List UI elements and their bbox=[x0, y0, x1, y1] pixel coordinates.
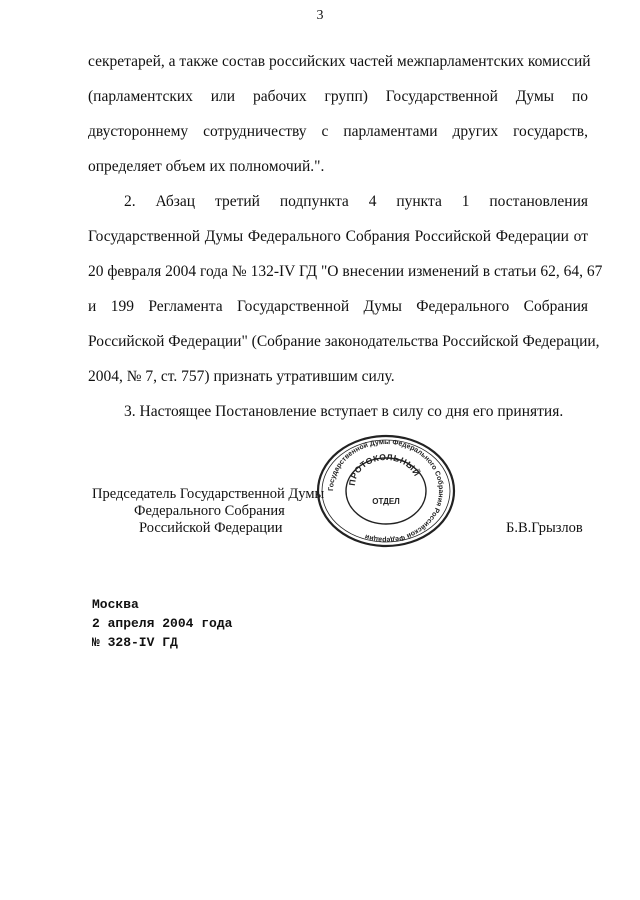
footer-date: 2 апреля 2004 года bbox=[92, 616, 233, 631]
signatory-name: Б.В.Грызлов bbox=[506, 520, 583, 536]
stamp-top-arc-text: ПРОТОКОЛЬНЫЙ bbox=[346, 451, 423, 487]
stamp-center-text: ОТДЕЛ bbox=[372, 497, 400, 506]
text-line: 2004, № 7, ст. 757) признать утратившим силу. bbox=[88, 368, 395, 385]
stamp-ring-text: Государственной Думы Федерального Собрания Российской Федерации bbox=[327, 438, 445, 544]
text-line: 20 февраля 2004 года № 132-IV ГД "О внесении изменений в статьи 62, 64, 67 bbox=[88, 263, 603, 280]
footer-document-number: № 328-IV ГД bbox=[92, 635, 178, 650]
text-line: Государственной Думы Федерального Собрания Российской Федерации от bbox=[88, 228, 588, 245]
page-number: 3 bbox=[316, 8, 324, 23]
text-line: секретарей, а также состав российских частей межпарламентских комиссий bbox=[88, 53, 591, 70]
paragraph-1 bbox=[88, 44, 591, 184]
text-line: (парламентских или рабочих групп) Государственной Думы по bbox=[88, 88, 588, 105]
signature-title-line-1: Председатель Государственной Думы bbox=[92, 486, 325, 502]
paragraph-3 bbox=[88, 394, 588, 429]
text-line: двустороннему сотрудничеству с парламентами других государств, bbox=[88, 123, 588, 140]
signature-title-line-2: Федерального Собрания bbox=[134, 503, 285, 519]
footer-city: Москва bbox=[92, 597, 139, 612]
signature-title-line-3: Российской Федерации bbox=[139, 520, 283, 536]
text-line: Российской Федерации" (Собрание законодательства Российской Федерации, bbox=[88, 333, 600, 350]
text-line: и 199 Регламента Государственной Думы Федерального Собрания bbox=[88, 298, 588, 315]
official-stamp bbox=[313, 432, 459, 550]
text-line: 3. Настоящее Постановление вступает в силу со дня его принятия. bbox=[124, 403, 564, 420]
text-line: определяет объем их полномочий.". bbox=[88, 158, 325, 175]
paragraph-2 bbox=[88, 184, 603, 394]
text-line: 2. Абзац третий подпункта 4 пункта 1 постановления bbox=[124, 193, 588, 210]
